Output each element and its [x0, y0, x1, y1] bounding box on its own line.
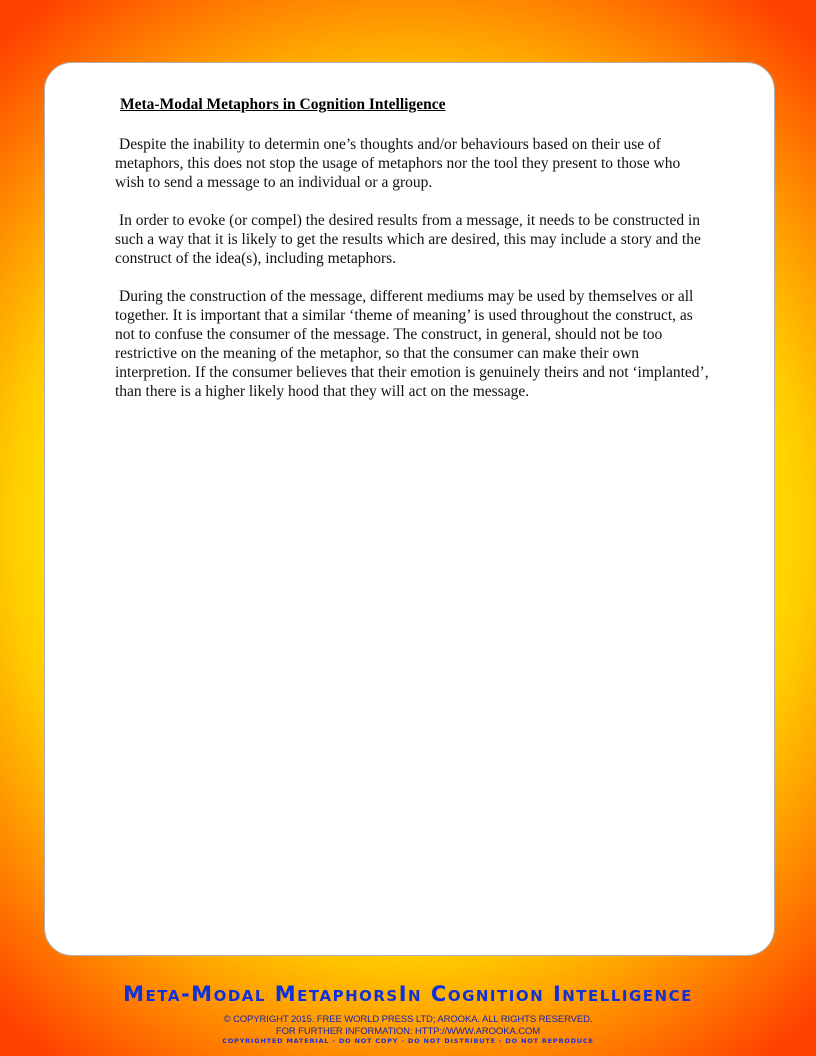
- footer-copyright: © COPYRIGHT 2015. FREE WORLD PRESS LTD; AROOKA. ALL RIGHTS RESERVED.: [223, 1014, 593, 1025]
- paragraph-3: During the construction of the message, different mediums may be used by themselves or all together. It is important that a similar ‘theme of meaning’ is used throughout the construct, as not to confuse the consumer of the message. The construct, in general, should not be too restrictive on the meaning of the metaphor, so that the consumer can make their own interpretion. If the consumer believes that their emotion is genuinely theirs and not ‘implanted’, than there is a higher likely hood that they will act on the message.: [115, 288, 709, 400]
- footer-title: Meta-Modal MetaphorsIn Cognition Intelligence: [123, 982, 693, 1006]
- footer-info: FOR FURTHER INFORMATION: HTTP://WWW.AROOKA.COM: [275, 1026, 541, 1037]
- document-page: [44, 62, 775, 956]
- document-heading: Meta-Modal Metaphors in Cognition Intelligence: [120, 96, 446, 113]
- footer-notice: COPYRIGHTED MATERIAL - DO NOT COPY - DO NOT DISTRIBUTE - DO NOT REPRODUCE: [222, 1037, 594, 1045]
- paragraph-1: Despite the inability to determin one’s thoughts and/or behaviours based on their use of metaphors, this does not stop the usage of metaphors nor the tool they present to those who wish to send a message to an individual or a group.: [115, 136, 681, 191]
- paragraph-2: In order to evoke (or compel) the desired results from a message, it needs to be constructed in such a way that it is likely to get the results which are desired, this may include a story and the construct of the idea(s), including metaphors.: [115, 212, 701, 267]
